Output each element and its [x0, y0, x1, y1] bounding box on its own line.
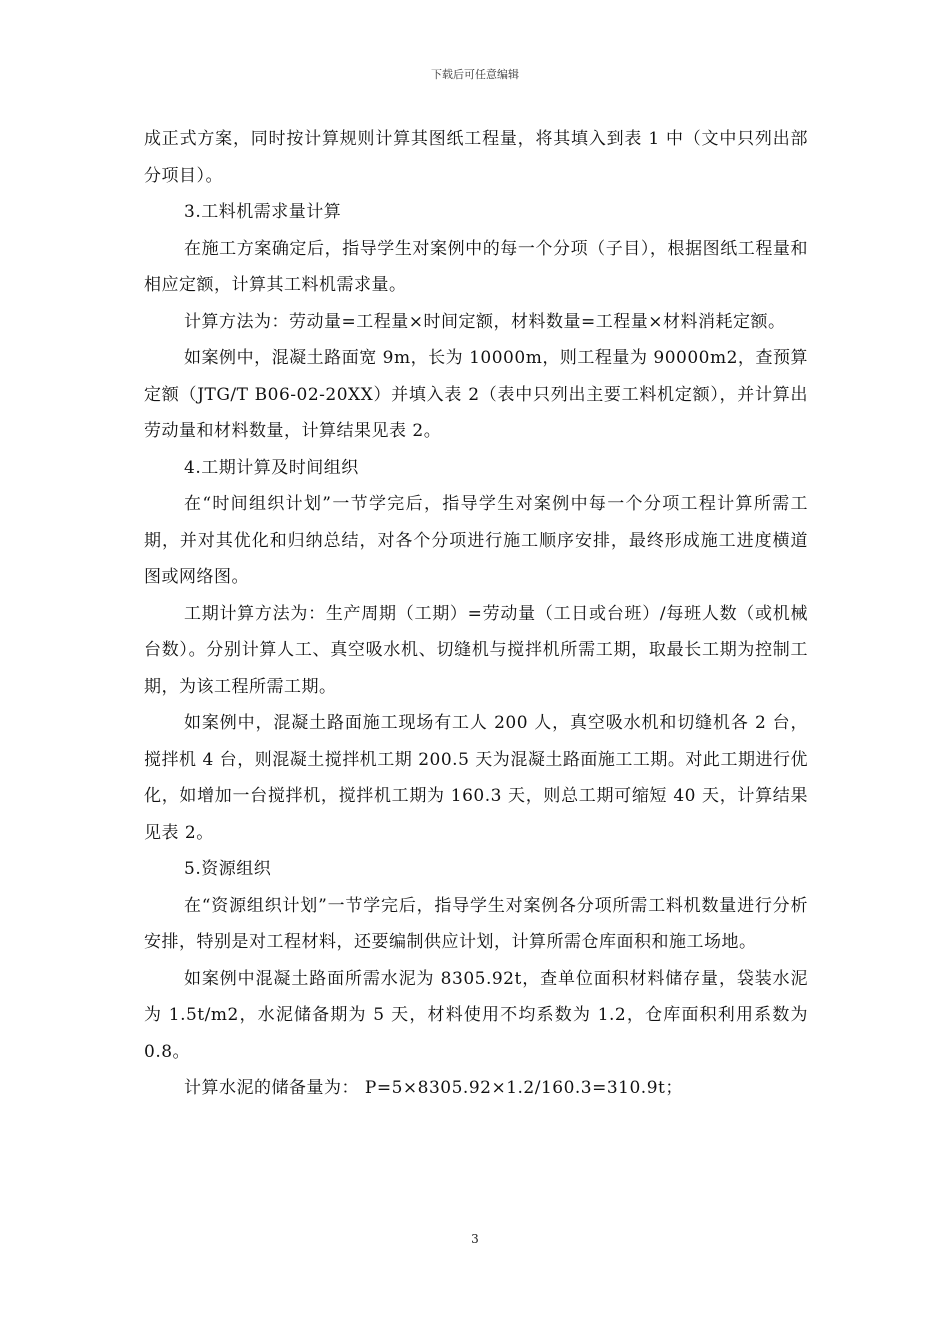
section-heading-4: 4.工期计算及时间组织 — [184, 457, 359, 478]
section-heading-3: 3.工料机需求量计算 — [184, 202, 342, 222]
paragraph: 在“资源组织计划”一节学完后，指导学生对案例各分项所需工料机数量进行分析安排，特别是对工程材料，还要编制供应计划，计算所需仓库面积和施工场地。 — [144, 895, 808, 952]
paragraph: 成正式方案，同时按计算规则计算其图纸工程量，将其填入到表 1 中（文中只列出部分项目）。 — [144, 129, 808, 186]
paragraph: 计算水泥的储备量为： P=5×8305.92×1.2/160.3=310.9t； — [184, 1078, 683, 1098]
paragraph: 如案例中，混凝土路面施工现场有工人 200 人，真空吸水机和切缝机各 2 台，搅拌机 4 台，则混凝土搅拌机工期 200.5 天为混凝土路面施工工期。对此工期进行优化，如增加一台搅拌机，搅拌机工期为 160.3 天，则总工期可缩短 40 天，计算结果见表 2。 — [144, 713, 808, 843]
section-heading-5: 5.资源组织 — [184, 859, 272, 879]
paragraph: 如案例中，混凝土路面宽 9m，长为 10000m，则工程量为 90000m2，查预算定额（JTG/T B06-02-20XX）并填入表 2（表中只列出主要工料机定额），并计算出劳动量和材料数量，计算结果见表 2。 — [144, 348, 808, 441]
paragraph: 在施工方案确定后，指导学生对案例中的每一个分项（子目），根据图纸工程量和相应定额，计算其工料机需求量。 — [144, 238, 808, 295]
page-header: 下载后可任意编辑 — [431, 68, 519, 81]
document-body — [144, 121, 808, 1107]
page-number: 3 — [471, 1232, 479, 1246]
paragraph: 如案例中混凝土路面所需水泥为 8305.92t，查单位面积材料储存量，袋装水泥为 1.5t/m2，水泥储备期为 5 天，材料使用不均系数为 1.2，仓库面积利用系数为 0.8。 — [144, 968, 808, 1062]
paragraph: 计算方法为：劳动量=工程量×时间定额，材料数量=工程量×材料消耗定额。 — [184, 311, 786, 332]
paragraph: 在“时间组织计划”一节学完后，指导学生对案例中每一个分项工程计算所需工期，并对其优化和归纳总结，对各个分项进行施工顺序安排，最终形成施工进度横道图或网络图。 — [144, 494, 808, 587]
paragraph: 工期计算方法为：生产周期（工期）=劳动量（工日或台班）/每班人数（或机械台数）。分别计算人工、真空吸水机、切缝机与搅拌机所需工期，取最长工期为控制工期，为该工程所需工期。 — [144, 603, 808, 697]
